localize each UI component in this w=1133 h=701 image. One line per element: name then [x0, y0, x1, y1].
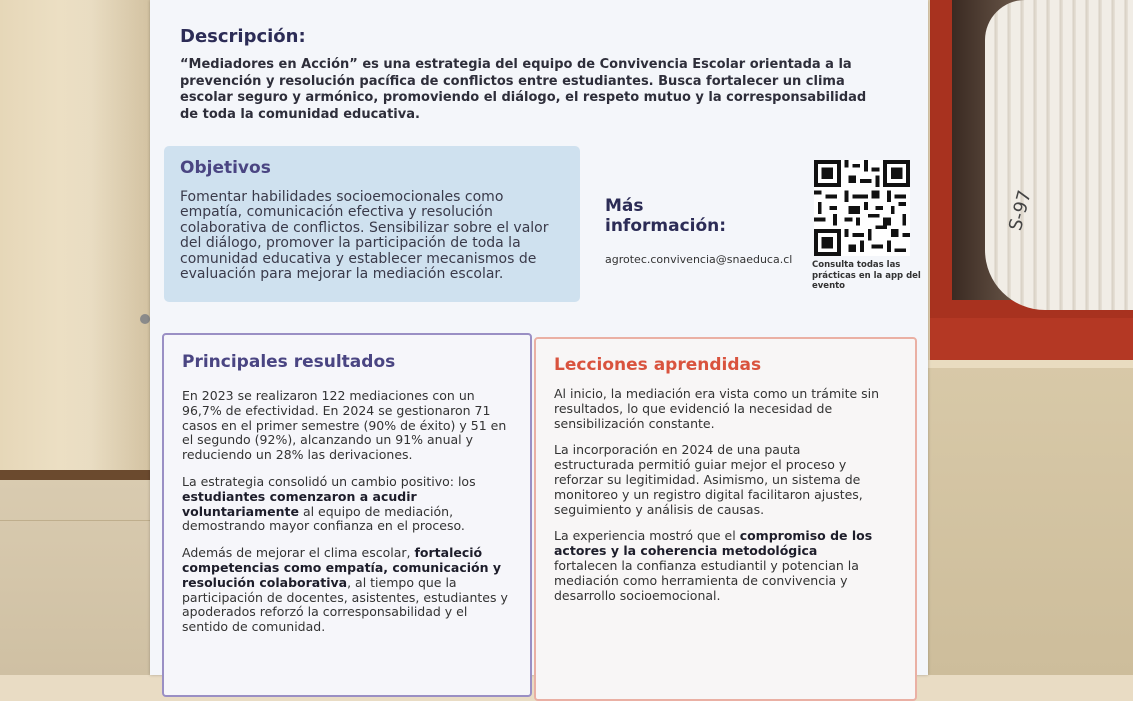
wall-right-lower [928, 360, 1133, 675]
description-text: “Mediadores en Acción” es una estrategia del equipo de Convivencia Escolar orientada a la prevención y resolución pacífica de conflictos entre estudiantes. Busca fortalecer un clima escolar seguro y armónico, promoviendo el diálogo, el respeto mutuo y la corresponsabilidad de toda la comunidad educativa. [180, 57, 867, 122]
more-info-title: Más información: [605, 196, 727, 236]
contact-email[interactable]: agrotec.convivencia@snaeduca.cl [605, 253, 793, 266]
floor-tile-line [0, 520, 150, 521]
results-paragraph-2: La estrategia consolidó un cambio positivo: los estudiantes comenzaron a acudir voluntariamente al equipo de mediación, demostrando mayor confianza en el proceso. [182, 473, 476, 534]
results-box [162, 333, 532, 697]
objectives-title: Objetivos [180, 158, 271, 178]
fire-hose [985, 0, 1133, 310]
lessons-title: Lecciones aprendidas [554, 355, 762, 375]
qr-caption: Consulta todas las prácticas en la app del evento [812, 260, 921, 291]
cabinet-frame [930, 318, 1133, 363]
results-paragraph-3: Además de mejorar el clima escolar, fortaleció competencias como empatía, comunicación y resolución colaborativa, al tiempo que la participación de docentes, asistentes, estudiantes y apoderados reforzó la corresponsabilidad y el sentido de comunidad. [182, 545, 508, 635]
objectives-text: Fomentar habilidades socioemocionales como empatía, comunicación efectiva y resolución colaborativa de conflictos. Sensibilizar sobre el valor del diálogo, promover la participación de toda la comunidad educativa y establecer mecanismos de evaluación para mejorar la mediación escolar. [180, 189, 549, 283]
lessons-box [534, 337, 917, 701]
description-title: Descripción: [180, 26, 306, 47]
results-title: Principales resultados [182, 352, 396, 372]
results-body [182, 389, 508, 647]
lessons-paragraph-3: La experiencia mostró que el compromiso de los actores y la coherencia metodológica fortalecen la confianza estudiantil y potencian la mediación como herramienta de convivencia y desarrollo socioemocional. [554, 528, 873, 603]
poster [150, 0, 928, 675]
wall-shadow [60, 0, 150, 500]
lessons-body [554, 387, 884, 615]
wall-tile-border [928, 360, 1133, 368]
poster-pin [140, 314, 150, 324]
lessons-paragraph-2: La incorporación en 2024 de una pauta estructurada permitió guiar mejor el proceso y reforzar su legitimidad. Asimismo, un sistema de monitoreo y un registro digital facilitaron ajustes, seguimiento y análisis de causas. [554, 442, 863, 517]
floor [0, 480, 150, 675]
lessons-paragraph-1: Al inicio, la mediación era vista como un trámite sin resultados, lo que evidenció la necesidad de sensibilización constante. [554, 386, 880, 431]
results-paragraph-1: En 2023 se realizaron 122 mediaciones con un 96,7% de efectividad. En 2024 se gestionaron 71 casos en el primer semestre (90% de éxito) y 51 en el segundo (92%), alcanzando un 91% anual y reduciendo un 28% las derivaciones. [182, 388, 507, 463]
hose-label: S-97 [1004, 188, 1036, 233]
qr-code-icon[interactable] [814, 160, 910, 256]
objectives-box [164, 146, 580, 302]
